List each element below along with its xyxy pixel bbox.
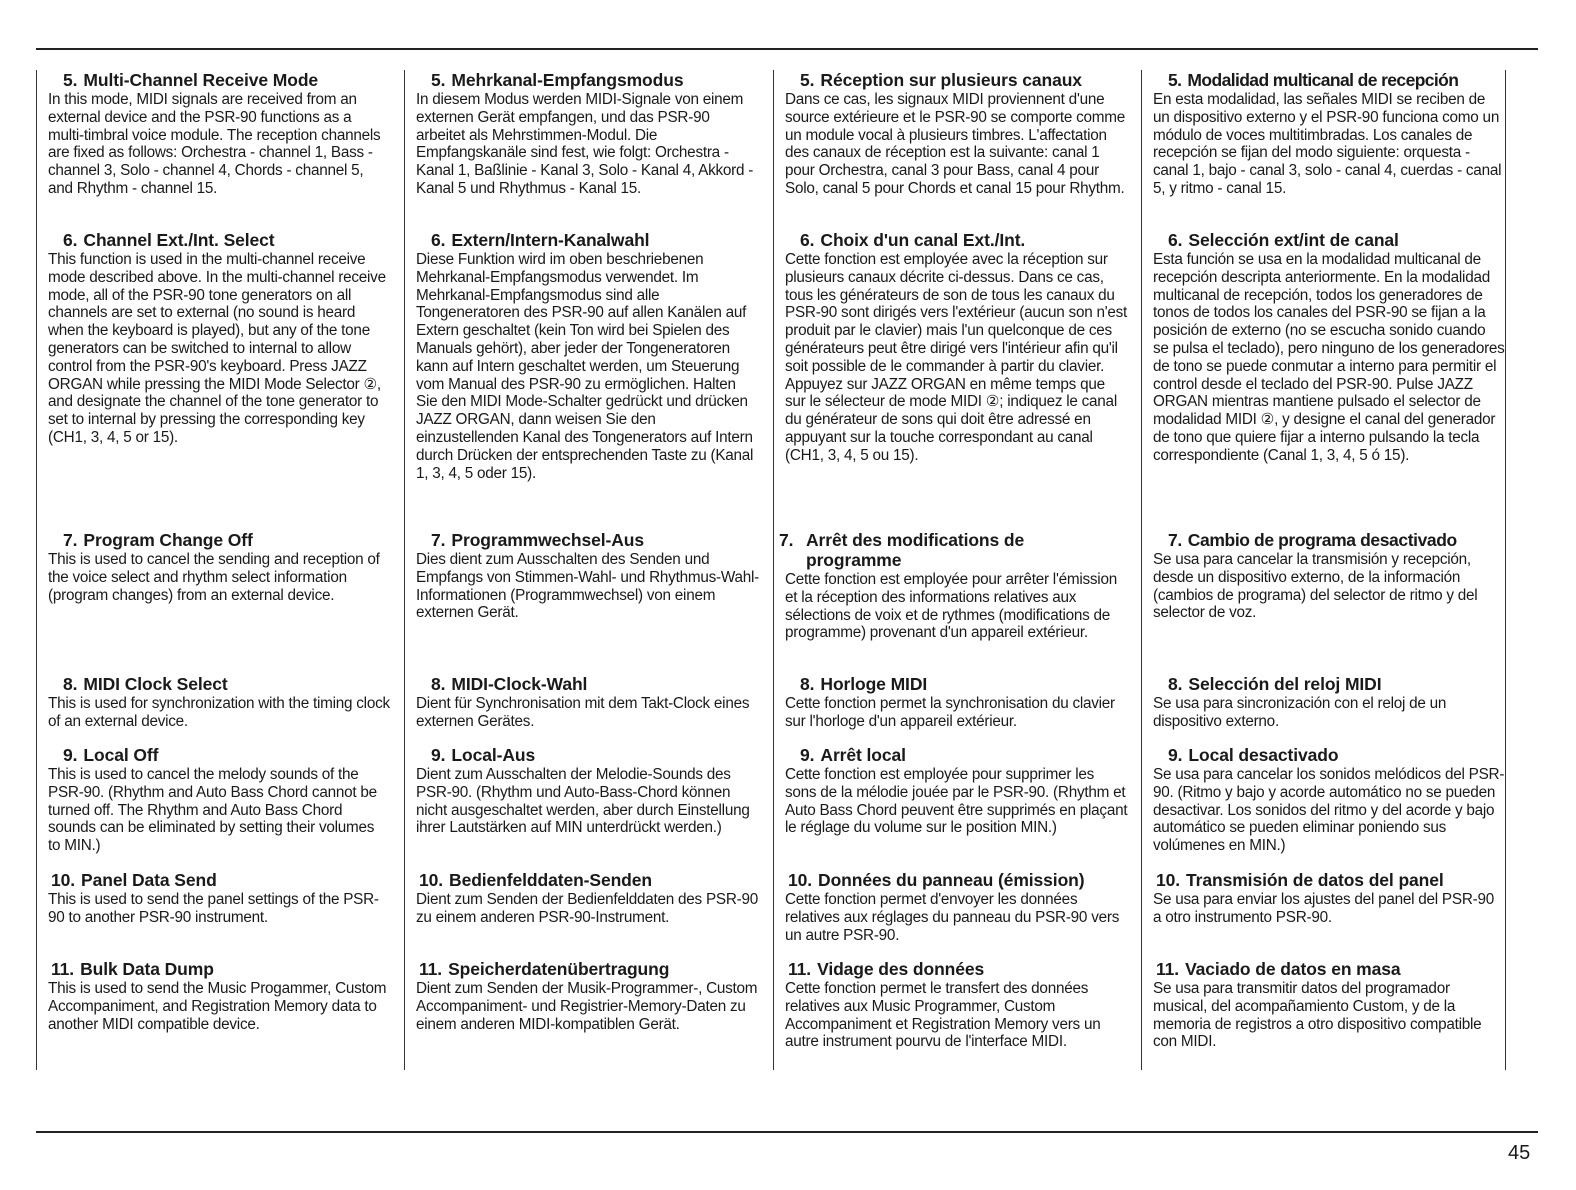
section-8 xyxy=(416,674,760,731)
section-body: This function is used in the multi-channel receive mode described above. In the multi-channel receive mode, all of the PSR-90 tone generators on all channels are set to external (no sound is heard when the keyboard is played), but any of the tone generators can be switched to internal to allow control from the PSR-90's keyboard. Press JAZZ ORGAN while pressing the MIDI Mode Selector ②, and designate the channel of the tone generator to set to internal by pressing the corresponding key (CH1, 3, 4, 5 or 15). xyxy=(48,251,386,446)
section-heading: 5. Modalidad multicanal de recepción xyxy=(1168,70,1459,90)
section-9 xyxy=(785,745,1129,837)
section-body: Dient zum Senden der Bedienfelddaten des PSR-90 zu einem anderen PSR-90-Instrument. xyxy=(416,891,759,926)
section-heading: 11. Bulk Data Dump xyxy=(51,959,214,979)
section-body: This is used to send the panel settings of the PSR-90 to another PSR-90 instrument. xyxy=(48,891,379,926)
section-6 xyxy=(416,230,760,482)
section-heading: 8. MIDI Clock Select xyxy=(63,674,228,694)
section-heading: 5. Réception sur plusieurs canaux xyxy=(800,70,1082,90)
section-body: Se usa para enviar los ajustes del panel del PSR-90 a otro instrumento PSR-90. xyxy=(1153,891,1494,926)
section-11 xyxy=(1153,959,1505,1051)
section-7 xyxy=(48,530,390,604)
section-11 xyxy=(416,959,760,1033)
column-deutsch xyxy=(404,70,760,1070)
section-body: Dies dient zum Ausschalten des Senden und Empfangs von Stimmen-Wahl- und Rhythmus-Wahl-Informationen (Programmwechsel) von einem externen Gerät. xyxy=(416,551,759,622)
section-body: This is used to send the Music Progammer, Custom Accompaniment, and Registration Memory data to another MIDI compatible device. xyxy=(48,980,387,1033)
section-9 xyxy=(416,745,760,837)
column-francais xyxy=(773,70,1129,1070)
section-body: Cette fonction est employée avec la réception sur plusieurs canaux décrite ci-dessus. Dans ce cas, tous les générateurs de son de tous les canaux du PSR-90 sont dirigés vers l'extérieur (aucun son n'est produit par le clavier) mais l'un quelconque de ces générateurs peut être dirigé vers l'intérieur afin qu'il soit possible de le commander à partir du clavier. Appuyez sur JAZZ ORGAN en même temps que sur le sélecteur de mode MIDI ②; indiquez le canal du générateur de sons qui doit être adressé en appuyant sur la touche correspondant au canal (CH1, 3, 4, 5 ou 15). xyxy=(785,251,1128,464)
section-heading: 11. Vaciado de datos en masa xyxy=(1156,959,1401,979)
section-10 xyxy=(48,870,390,927)
section-body: Cette fonction permet la synchronisation du clavier sur l'horloge d'un appareil extérieur. xyxy=(785,695,1115,730)
section-body: Dans ce cas, les signaux MIDI proviennent d'une source extérieure et le PSR-90 se comporte comme un module vocal à plusieurs timbres. L'affectation des canaux de réception est la suivante: canal 1 pour Orchestra, canal 3 pour Bass, canal 4 pour Solo, canal 5 pour Chords et canal 15 pour Rhythm. xyxy=(785,91,1125,197)
column-english xyxy=(36,70,390,1070)
section-11 xyxy=(785,959,1129,1051)
page-number: 45 xyxy=(1508,1142,1531,1164)
section-heading: 7. Programmwechsel-Aus xyxy=(431,530,645,550)
section-heading: 5. Multi-Channel Receive Mode xyxy=(63,70,319,90)
section-6 xyxy=(785,230,1129,465)
section-heading: 10. Transmisión de datos del panel xyxy=(1156,870,1444,890)
section-heading: 6. Channel Ext./Int. Select xyxy=(63,230,275,250)
section-heading: 10. Panel Data Send xyxy=(51,870,217,890)
section-body: Se usa para cancelar los sonidos melódicos del PSR-90. (Ritmo y bajo y acorde automático no se pueden desactivar. Los sonidos del ritmo y del acorde y bajo automático se pueden eliminar poniendo sus volúmenes en MIN.) xyxy=(1153,766,1505,855)
section-heading: 11. Vidage des données xyxy=(788,959,985,979)
section-heading: 6. Selección ext/int de canal xyxy=(1168,230,1399,250)
section-11 xyxy=(48,959,390,1033)
section-heading: 11. Speicherdatenübertragung xyxy=(419,959,670,979)
section-heading: 7. Program Change Off xyxy=(63,530,253,550)
section-body: Se usa para sincronización con el reloj de un dispositivo externo. xyxy=(1153,695,1447,730)
section-5 xyxy=(48,70,390,198)
section-body: Dient für Synchronisation mit dem Takt-Clock eines externen Gerätes. xyxy=(416,695,750,730)
section-heading: 9. Local desactivado xyxy=(1168,745,1339,765)
section-6 xyxy=(1153,230,1505,465)
section-body: In this mode, MIDI signals are received from an external device and the PSR-90 functions as a multi-timbral voice module. The reception channels are fixed as follows: Orchestra - channel 1, Bass - channel 3, Solo - channel 4, Chords - channel 5, and Rhythm - channel 15. xyxy=(48,91,381,197)
section-10 xyxy=(1153,870,1505,927)
section-body: Se usa para cancelar la transmisión y recepción, desde un dispositivo externo, de la información (cambios de programa) del selector de ritmo y del selector de voz. xyxy=(1153,551,1478,622)
section-body: Cette fonction permet d'envoyer les données relatives aux réglages du panneau du PSR-90 vers un autre PSR-90. xyxy=(785,891,1120,944)
section-heading: 9. Local-Aus xyxy=(431,745,536,765)
section-body: Cette fonction est employée pour arrêter l'émission et la réception des informations relatives aux sélections de voix et de rythmes (modifications de programme) provenant d'un appareil extérieur. xyxy=(785,571,1117,642)
section-heading: 10. Bedienfelddaten-Senden xyxy=(419,870,652,890)
section-body: Diese Funktion wird im oben beschriebenen Mehrkanal-Empfangsmodus verwendet. Im Mehrkanal-Empfangsmodus sind alle Tongeneratoren des PSR-90 auf allen Kanälen auf Extern geschaltet (kein Ton wird bei Spielen des Manuals gehört), aber jeder der Tongeneratoren kann auf Intern geschaltet werden, um Steuerung vom Manual des PSR-90 zu ermöglichen. Halten Sie den MIDI Mode-Schalter gedrückt und drücken JAZZ ORGAN, dann weisen Sie den einzustellenden Kanal des Tongenerators auf Intern durch Drücken der entsprechenden Taste zu (Kanal 1, 3, 4, 5 oder 15). xyxy=(416,251,754,482)
section-heading: 5. Mehrkanal-Empfangsmodus xyxy=(431,70,684,90)
section-9 xyxy=(48,745,390,855)
section-heading: 8. Selección del reloj MIDI xyxy=(1168,674,1382,694)
section-5 xyxy=(785,70,1129,198)
section-heading: 6. Extern/Intern-Kanalwahl xyxy=(431,230,650,250)
section-body: This is used to cancel the melody sounds of the PSR-90. (Rhythm and Auto Bass Chord cannot be turned off. The Rhythm and Auto Bass Chord sounds can be eliminated by setting their volumes to MIN.) xyxy=(48,766,377,855)
section-body: In diesem Modus werden MIDI-Signale von einem externen Gerät empfangen, und das PSR-90 arbeitet als Mehrstimmen-Modul. Die Empfangskanäle sind fest, wie folgt: Orchestra - Kanal 1, Baßlinie - Kanal 3, Solo - Kanal 4, Akkord - Kanal 5 und Rhythmus - Kanal 15. xyxy=(416,91,754,197)
section-10 xyxy=(785,870,1129,944)
section-heading: 6. Choix d'un canal Ext./Int. xyxy=(800,230,1026,250)
section-5 xyxy=(1153,70,1505,198)
section-body: Dient zum Senden der Musik-Programmer-, Custom Accompaniment- und Registrier-Memory-Daten zu einem anderen MIDI-kompatiblen Gerät. xyxy=(416,980,758,1033)
section-7 xyxy=(416,530,760,622)
section-5 xyxy=(416,70,760,198)
section-body: En esta modalidad, las señales MIDI se reciben de un dispositivo externo y el PSR-90 funciona como un módulo de voces multitimbradas. Los canales de recepción se fijan del modo siguiente: orquesta - canal 1, bajo - canal 3, solo - canal 4, cuerdas - canal 5, y ritmo - canal 15. xyxy=(1153,91,1502,197)
section-heading: 9. Local Off xyxy=(63,745,159,765)
section-body: Cette fonction est employée pour supprimer les sons de la mélodie jouée par le PSR-90. (Rhythm et Auto Bass Chord peuvent être supprimés en plaçant le réglage du volume sur le position MIN.) xyxy=(785,766,1128,837)
section-body: This is used for synchronization with the timing clock of an external device. xyxy=(48,695,390,730)
top-rule xyxy=(36,48,1538,50)
column-espanol xyxy=(1141,70,1506,1070)
section-heading: 8. MIDI-Clock-Wahl xyxy=(431,674,588,694)
section-heading: 7. Arrêt des modifications de programme xyxy=(779,530,1025,570)
section-9 xyxy=(1153,745,1505,855)
section-body: Se usa para transmitir datos del programador musical, del acompañamiento Custom, y de la memoria de registros a otro dispositivo compatible con MIDI. xyxy=(1153,980,1482,1051)
section-heading: 8. Horloge MIDI xyxy=(800,674,928,694)
section-8 xyxy=(785,674,1129,731)
section-body: Dient zum Ausschalten der Melodie-Sounds des PSR-90. (Rhythm und Auto-Bass-Chord können nicht ausgeschaltet werden, aber durch Einstellung ihrer Lautstärken auf MIN unterdrückt werden.) xyxy=(416,766,750,837)
section-8 xyxy=(1153,674,1505,731)
section-body: This is used to cancel the sending and reception of the voice select and rhythm select information (program changes) from an external device. xyxy=(48,551,380,604)
section-6 xyxy=(48,230,390,447)
section-heading: 7. Cambio de programa desactivado xyxy=(1168,530,1457,550)
bottom-rule xyxy=(36,1131,1538,1133)
section-8 xyxy=(48,674,390,731)
section-7 xyxy=(779,530,1129,642)
section-7 xyxy=(1153,530,1505,622)
section-heading: 10. Données du panneau (émission) xyxy=(788,870,1085,890)
section-body: Cette fonction permet le transfert des données relatives aux Music Programmer, Custom Accompaniment et Registration Memory vers un autre instrument pourvu de l'interface MIDI. xyxy=(785,980,1101,1051)
section-body: Esta función se usa en la modalidad multicanal de recepción descripta anteriormente. En la modalidad multicanal de recepción, todos los generadores de tonos de todos los canales del PSR-90 se fijan a la posición de externo (no se escucha sonido cuando se pulsa el teclado), pero ninguno de los generadores de tono se puede conmutar a interno para permitir el control desde el teclado del PSR-90. Pulse JAZZ ORGAN mientras mantiene pulsado el selector de modalidad MIDI ②, y designe el canal del generador de tono que quiere fijar a interno pulsando la tecla correspondiente (Canal 1, 3, 4, 5 ó 15). xyxy=(1153,251,1505,464)
section-10 xyxy=(416,870,760,927)
section-heading: 9. Arrêt local xyxy=(800,745,906,765)
